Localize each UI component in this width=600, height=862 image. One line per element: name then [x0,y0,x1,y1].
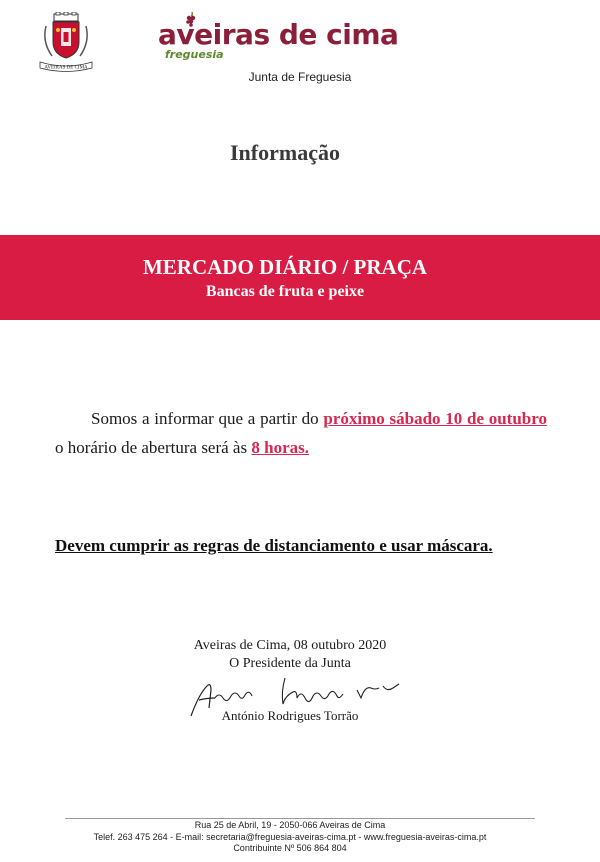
organization-name: Junta de Freguesia [248,70,352,84]
place-and-date: Aveiras de Cima, 08 outubro 2020 [193,638,387,653]
signer-name: António Rodrigues Torrão [221,708,359,723]
date-highlight: próximo sábado 10 de outubro [323,409,547,428]
signer-role: O Presidente da Junta [229,656,351,671]
footer-contacts: Telef. 263 475 264 - E-mail: secretaria@freguesia-aveiras-cima.pt - www.freguesia-aveiras-cima.pt [93,832,487,842]
body-text-middle: o horário de abertura será às [55,438,252,457]
time-highlight: 8 horas. [251,438,309,457]
safety-rule: Devem cumprir as regras de distanciamento e usar máscara. [55,536,493,555]
brand-name: aveiras de cima [158,18,399,51]
footer-address: Rua 25 de Abril, 19 - 2050-066 Aveiras de Cima [194,820,386,830]
crest-text: AVEIRAS DE CIMA [44,65,88,71]
crest-logo [30,12,102,76]
document-title: Informação [230,140,340,165]
footer-tax-id: Contribuinte Nº 506 864 804 [233,843,347,853]
banner-title: MERCADO DIÁRIO / PRAÇA [142,255,428,279]
banner-subtitle: Bancas de fruta e peixe [205,283,365,300]
brand-subtitle: freguesia [165,48,224,61]
body-paragraph [55,404,547,462]
body-text-start: Somos a informar que a partir do [91,409,324,428]
footer-divider [65,818,535,819]
